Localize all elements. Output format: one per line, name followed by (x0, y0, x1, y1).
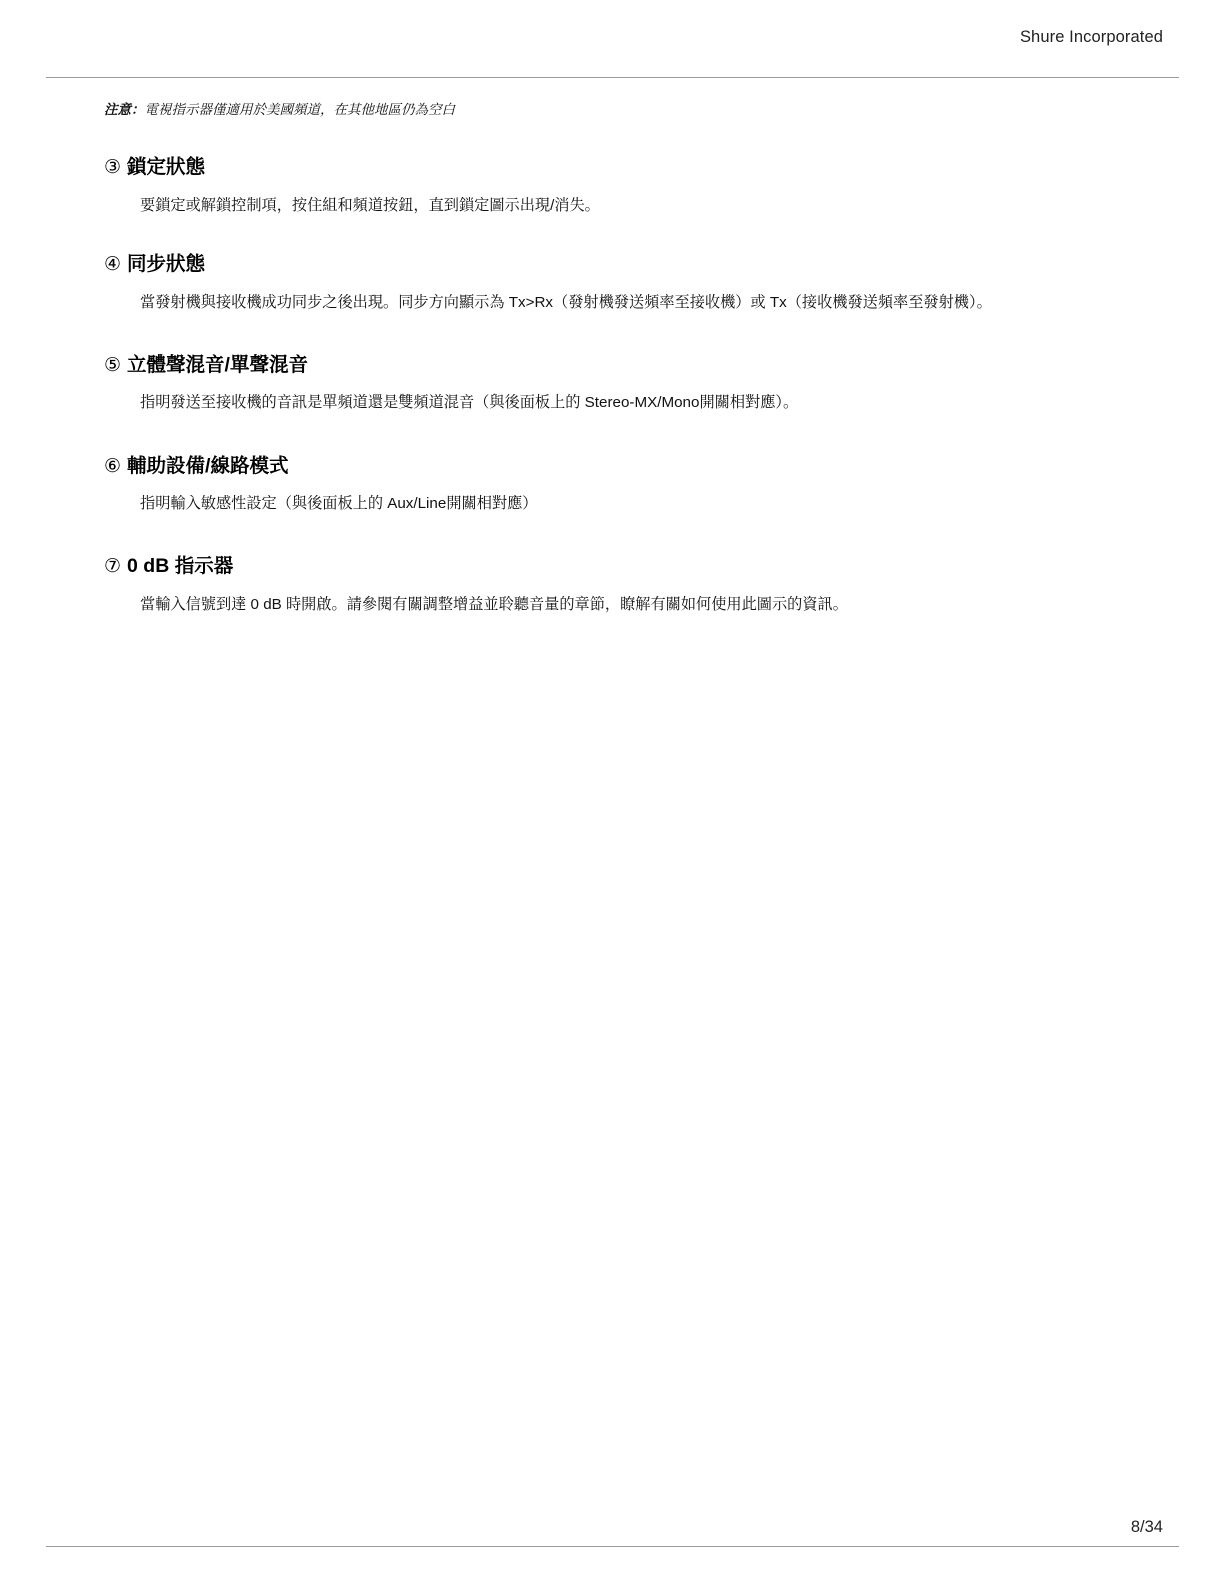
section-marker-4: ④ (104, 254, 122, 276)
section-heading-zero-db-indicator (104, 553, 1225, 580)
note-text: 電視指示器僅適用於美國頻道，在其他地區仍為空白 (144, 102, 455, 117)
section-aux-line-mode (0, 453, 1225, 518)
section-title-stereo-mono-mix: 立體聲混音/單聲混音 (127, 353, 308, 376)
header-company-name: Shure Incorporated (1019, 28, 1163, 46)
page-header (0, 0, 1225, 78)
section-heading-aux-line-mode (104, 453, 1225, 480)
page-footer (0, 1507, 1225, 1585)
section-marker-3: ③ (104, 157, 122, 179)
note-paragraph (104, 100, 1225, 120)
section-body-aux-line-mode: 指明輸入敏感性設定（與後面板上的 Aux/Line開關相對應） (140, 495, 538, 513)
section-lock-status (0, 154, 1225, 219)
page-number: 8/34 (1130, 1518, 1163, 1536)
section-heading-stereo-mono-mix (104, 352, 1225, 379)
section-heading-lock-status (104, 154, 1225, 181)
section-body-lock-status: 要鎖定或解鎖控制項，按住組和頻道按鈕，直到鎖定圖示出現/消失。 (140, 196, 600, 214)
section-sync-status (0, 251, 1225, 316)
section-stereo-mono-mix (0, 352, 1225, 417)
section-title-lock-status: 鎖定狀態 (127, 156, 206, 179)
page-content (0, 100, 1225, 618)
section-marker-6: ⑥ (104, 455, 122, 477)
section-body-stereo-mono-mix: 指明發送至接收機的音訊是單頻道還是雙頻道混音（與後面板上的 Stereo-MX/Mono開關相對應）。 (140, 394, 799, 412)
section-title-sync-status: 同步狀態 (127, 253, 206, 276)
section-body-zero-db-indicator: 當輸入信號到達 0 dB 時開啟。請參閱有關調整增益並聆聽音量的章節，瞭解有關如何使用此圖示的資訊。 (140, 596, 848, 614)
section-title-aux-line-mode: 輔助設備/線路模式 (127, 454, 289, 477)
footer-divider (46, 1546, 1179, 1547)
header-divider (46, 77, 1179, 78)
section-body-sync-status: 當發射機與接收機成功同步之後出現。同步方向顯示為 Tx>Rx（發射機發送頻率至接收機）或 Tx（接收機發送頻率至發射機）。 (140, 293, 992, 311)
section-marker-7: ⑦ (104, 556, 122, 578)
section-marker-5: ⑤ (104, 354, 122, 376)
section-heading-sync-status (104, 251, 1225, 278)
section-title-zero-db-indicator: 0 dB 指示器 (127, 555, 234, 578)
note-label: 注意： (104, 102, 145, 117)
section-zero-db-indicator (0, 553, 1225, 618)
